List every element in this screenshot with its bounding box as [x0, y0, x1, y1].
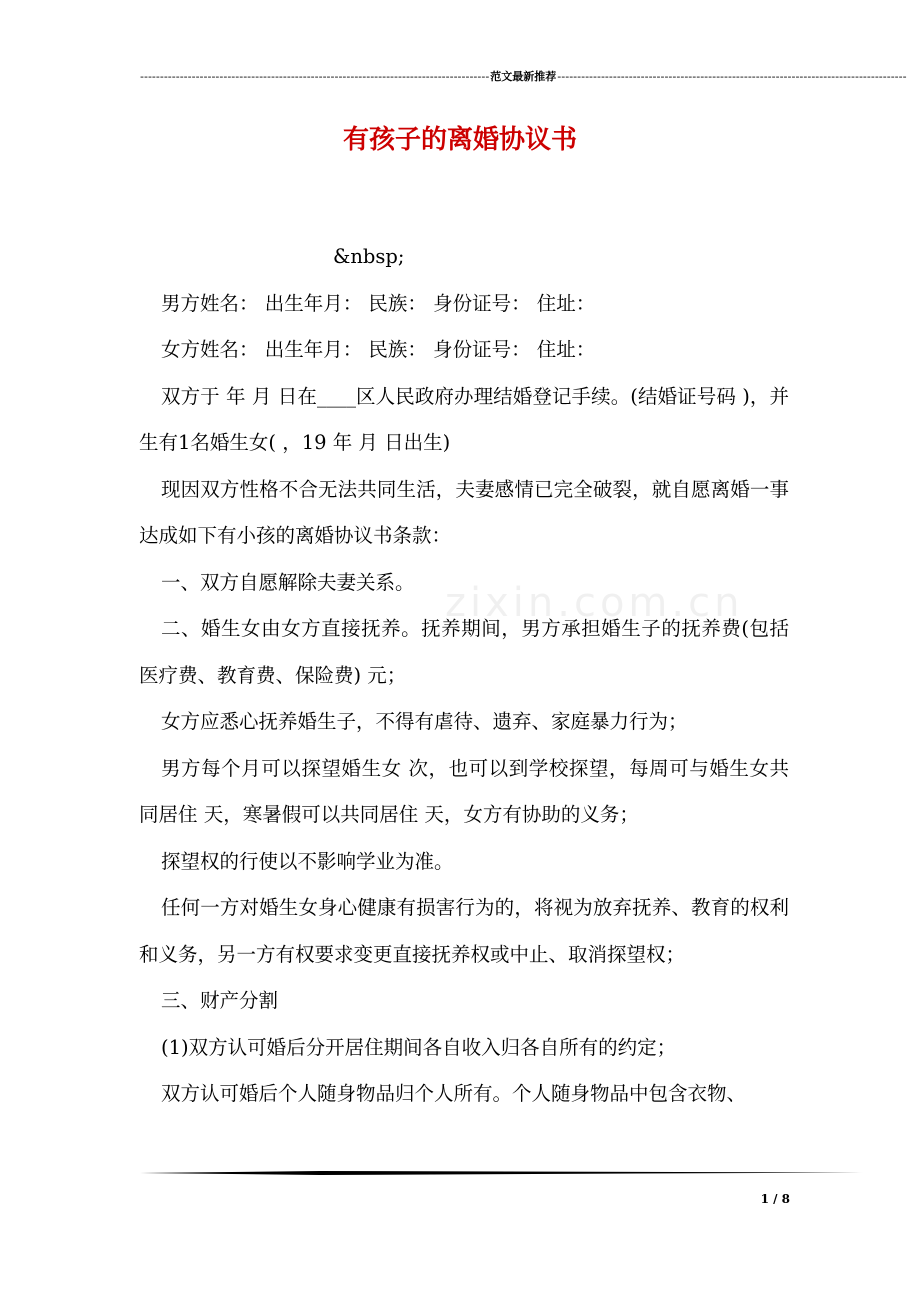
paragraph-harm-clause: 任何一方对婚生女身心健康有损害行为的，将视为放弃抚养、教育的权利和义务，另一方有权要求变更直接抚养权或中止、取消探望权；: [139, 896, 789, 966]
paragraph-clause-2: 二、婚生女由女方直接抚养。抚养期间，男方承担婚生子的抚养费(包括医疗费、教育费、保险费) 元；: [139, 617, 789, 687]
paragraph-clause-3: 三、财产分割: [161, 989, 279, 1012]
document-body: [139, 234, 789, 1118]
header-right-dashes: ----------------------------------------------------------------------------------------: [557, 70, 907, 83]
page-number: 1 / 8: [760, 1192, 790, 1206]
paragraph-visitation-limit: 探望权的行使以不影响学业为准。: [161, 849, 454, 873]
paragraph-income: (1)双方认可婚后分开居住期间各自收入归各自所有的约定；: [161, 1035, 677, 1059]
paragraph-marriage-registration: 双方于 年 月 日在____区人民政府办理结婚登记手续。(结婚证号码 )，并生有1名婚生女( ，19 年 月 日出生): [139, 384, 789, 454]
paragraph-female-info: 女方姓名： 出生年月： 民族： 身份证号： 住址：: [161, 338, 596, 361]
page-header: [140, 68, 907, 86]
paragraph-personal-items: 双方认可婚后个人随身物品归个人所有。个人随身物品中包含衣物、: [161, 1082, 747, 1105]
paragraph-care-duty: 女方应悉心抚养婚生子，不得有虐待、遗弃、家庭暴力行为；: [161, 710, 688, 733]
footer-rule: [140, 1168, 863, 1178]
document-title: 有孩子的离婚协议书: [342, 125, 577, 155]
paragraph-clause-1: 一、双方自愿解除夫妻关系。: [161, 570, 415, 594]
paragraph-reason: 现因双方性格不合无法共同生活，夫妻感情已完全破裂，就自愿离婚一事达成如下有小孩的离婚协议书条款：: [139, 477, 789, 547]
paragraph-visitation: 男方每个月可以探望婚生女 次，也可以到学校探望，每周可与婚生女共同居住 天，寒暑假可以共同居住 天，女方有协助的义务；: [139, 756, 789, 826]
paragraph-male-info: 男方姓名： 出生年月： 民族： 身份证号： 住址：: [161, 291, 596, 315]
header-left-dashes: ----------------------------------------------------------------------------------------: [140, 70, 490, 83]
header-label: 范文最新推荐: [490, 70, 557, 83]
watermark: zixin.com.cn: [445, 580, 744, 626]
paragraph-nbsp: &nbsp;: [333, 245, 405, 268]
